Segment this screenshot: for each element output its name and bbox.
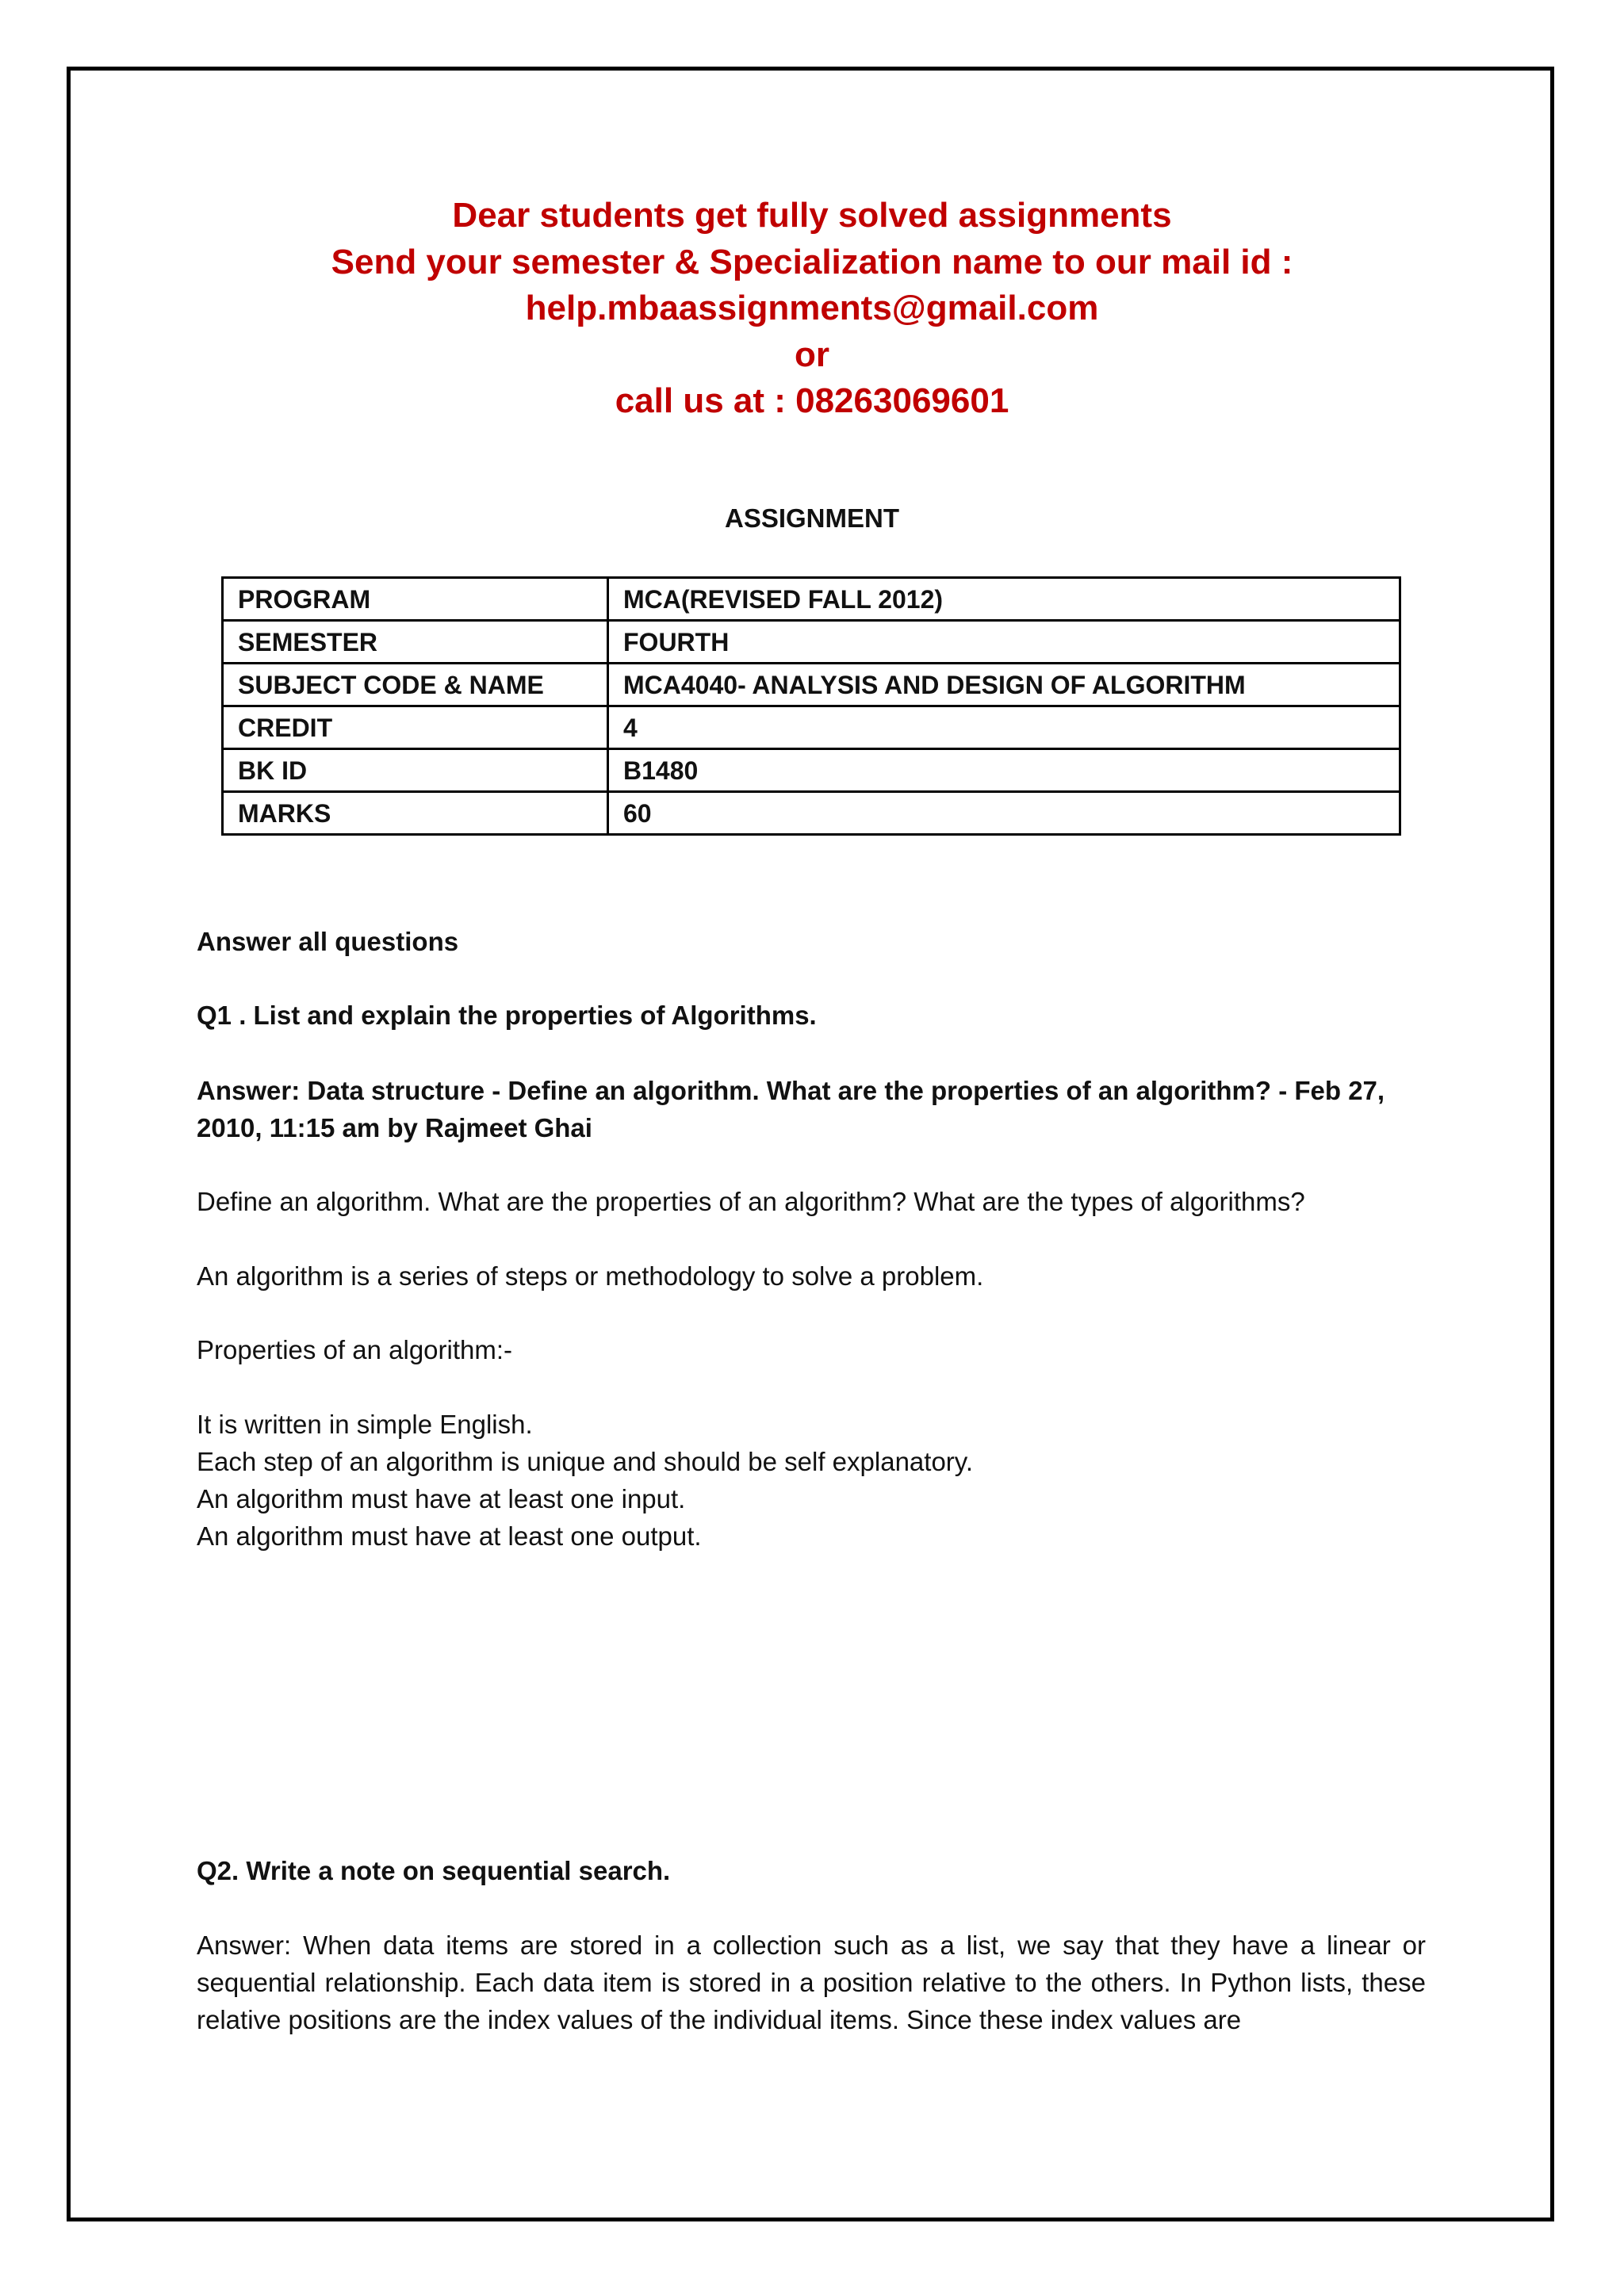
table-label: MARKS: [223, 792, 608, 835]
table-row: [223, 621, 1400, 664]
q1-answer-header-line-1: Answer: Data structure - Define an algorithm. What are the properties of an algorithm? - Feb 27,: [197, 1076, 1385, 1105]
q1-properties-heading: Properties of an algorithm:-: [197, 1335, 513, 1364]
table-value: 60: [608, 792, 1400, 835]
table-label: CREDIT: [223, 706, 608, 749]
table-value: MCA(REVISED FALL 2012): [608, 578, 1400, 621]
table-label: SEMESTER: [223, 621, 608, 664]
q1-para-1: Define an algorithm. What are the properties of an algorithm? What are the types of algorithms?: [197, 1187, 1305, 1216]
q1-question: Q1 . List and explain the properties of Algorithms.: [197, 1001, 817, 1030]
table-value: MCA4040- ANALYSIS AND DESIGN OF ALGORITHM: [608, 664, 1400, 706]
assignment-info-table: [221, 576, 1401, 836]
q1-answer-header-line-2: 2010, 11:15 am by Rajmeet Ghai: [197, 1113, 592, 1142]
list-item: Each step of an algorithm is unique and should be self explanatory.: [197, 1447, 974, 1476]
table-row: [223, 749, 1400, 792]
table-label: BK ID: [223, 749, 608, 792]
promo-email: help.mbaassignments@gmail.com: [525, 289, 1099, 327]
assignment-title: ASSIGNMENT: [724, 503, 899, 533]
table-row: [223, 792, 1400, 835]
promo-or: or: [795, 335, 829, 374]
list-item: An algorithm must have at least one output.: [197, 1521, 702, 1551]
table-label: PROGRAM: [223, 578, 608, 621]
table-row: [223, 664, 1400, 706]
promo-phone: call us at : 08263069601: [615, 381, 1009, 420]
q1-answer-header: [197, 1072, 1434, 1146]
table-label: SUBJECT CODE & NAME: [223, 664, 608, 706]
q1-properties-list: [197, 1406, 1434, 1555]
table-value: B1480: [608, 749, 1400, 792]
list-item: An algorithm must have at least one input.: [197, 1484, 686, 1513]
promo-banner: [0, 193, 1624, 425]
q2-question: Q2. Write a note on sequential search.: [197, 1856, 671, 1885]
list-item: It is written in simple English.: [197, 1410, 533, 1439]
table-row: [223, 578, 1400, 621]
promo-line-1: Dear students get fully solved assignments: [452, 196, 1172, 235]
promo-line-2: Send your semester & Specialization name to our mail id :: [331, 242, 1293, 281]
instructions: Answer all questions: [197, 927, 459, 956]
table-value: 4: [608, 706, 1400, 749]
q2-answer: Answer: When data items are stored in a collection such as a list, we say that they have a linear or sequential relationship. Each data item is stored in a position relative to the others. In Python lists, these relative positions are the index values of the individual items. Since these index values are: [197, 1931, 1426, 2034]
table-value: FOURTH: [608, 621, 1400, 664]
q1-para-2: An algorithm is a series of steps or methodology to solve a problem.: [197, 1261, 984, 1291]
table-row: [223, 706, 1400, 749]
